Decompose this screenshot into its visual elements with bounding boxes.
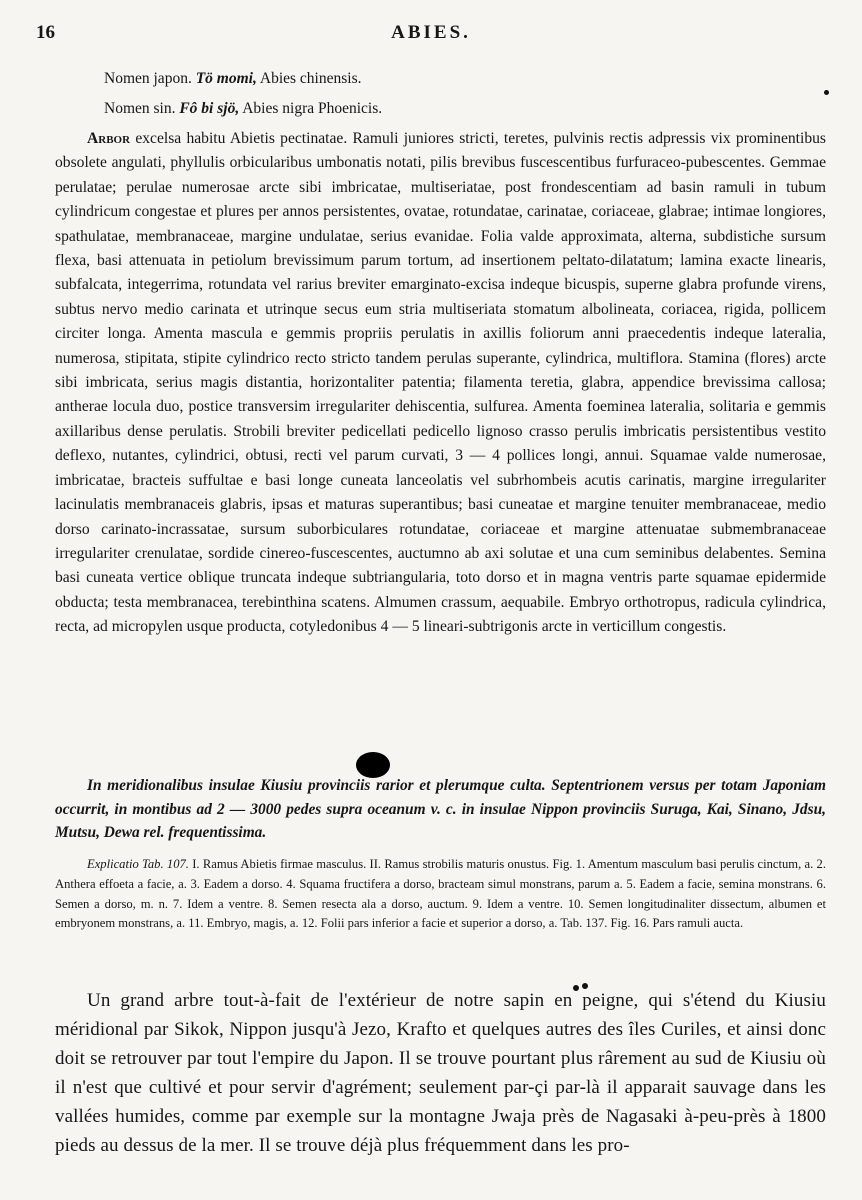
plate-explanation-label: Explicatio Tab. 107. <box>87 857 189 871</box>
japanese-name-latin: Abies chinensis. <box>259 70 362 87</box>
page-header <box>36 22 826 48</box>
distribution-paragraph: In meridionalibus insulae Kiusiu provinciis rarior et plerumque culta. Septentrionem versus per totam Japoniam occurrit, in montibus ad 2 — 3000 pedes supra oceanum v. c. in insulae Nippon provinciis Suruga, Kai, Sinano, Jdsu, Mutsu, Dewa rel. frequentissima. <box>55 777 826 842</box>
french-paragraph: Un grand arbre tout-à-fait de l'extérieur de notre sapin en peigne, qui s'étend du Kiusiu méridional par Sikok, Nippon jusqu'à Jezo, Krafto et quelques autres des îles Curiles, et ainsi donc doit se retrouver par tout l'empire du Japon. Il se trouve pourtant plus rârement au sud de Kiusiu où il n'est que cultivé et pour servir d'agrément; seulement par-çi par-là il apparait sauvage dans les vallées humides, comme par exemple sur la montagne Jwaja près de Nagasaki à-peu-près à 1800 pieds au dessus de la mer. Il se trouve déjà plus fréquemment dans les pro- <box>55 990 826 1156</box>
vernacular-names <box>104 64 382 124</box>
japanese-name-line <box>104 64 382 94</box>
description-paragraph <box>55 127 826 640</box>
latin-description <box>55 127 826 640</box>
plate-explanation-text: I. Ramus Abietis firmae masculus. II. Ramus strobilis maturis onustus. Fig. 1. Amentum masculum basi perulis cinctum, a. 2. Anthera effoeta a facie, a. 3. Eadem a dorso. 4. Squama fructifera a dorso, bracteam simul monstrans, parum a. 5. Eadem a facie, semina monstrans. 6. Semen a dorso, m. n. 7. Idem a ventre. 8. Semen resecta ala a dorso, auctum. 9. Idem a ventre. 10. Semen longitudinaliter dissectum, albumen et embryonem monstrans, a. 11. Embryo, magis, a. 12. Folii pars inferior a facie et superior a dorso, a. Tab. 137. Fig. 16. Pars ramuli aucta. <box>55 857 826 931</box>
japanese-name-label: Nomen japon. <box>104 70 192 87</box>
chinese-name-line <box>104 94 382 124</box>
ink-speck <box>824 90 829 95</box>
description-text: excelsa habitu Abietis pectinatae. Ramuli juniores stricti, teretes, pulvinis rectis adpressis vix prominentibus obsolete angulati, phyllulis orbicularibus umbonatis notati, pilis brevibus fuscescentibus furfuraceo-pubescentes. Gemmae perulatae; perulae numerosae arcte sibi imbricatae, multiseriatae, post frondescentiam ad basin ramuli in tubum cylindricum congestae et plures per annos persistentes, ovatae, rotundatae, carinatae, coriaceae, glabrae; intimae longiores, spathulatae, membranaceae, margine undulatae, serius evanidae. Folia valde approximata, alterna, subdistiche sursum flexa, basi attenuata in petiolum brevissimum parum tortum, ad insertionem peltato-dilatatum; lamina exacte linearis, subfalcata, integerrima, rotundata vel rarius breviter emarginato-excisa indeque bicuspis, superne glabra profunde virens, subtus nervo medio carinata et utrinque secus eum stria multiseriata stomatum albolineata, coriacea, rigida, pollicem circiter longa. Amenta mascula e gemmis propriis perulatis in axillis foliorum anni praecedentis indeque lateralia, numerosa, stipitata, stipite cylindrico recto stricto tandem perulas superante, cylindrica, multiflora. Stamina (flores) arcte sibi imbricata, serius magis distantia, horizontaliter patentia; filamenta teretia, glabra, appendice brevissima callosa; antherae locula duo, postice transversim irregulariter dehiscentia, sulfurea. Amenta foeminea lateralia, solitaria e gemmis axillaribus dense perulatis. Strobili breviter pedicellati pedicello lignoso crasso perulis imbricatis persistentibus vestito deflexo, nutantes, cylindrici, obtusi, recti vel parum curvati, 3 — 4 pollices longi, annui. Squamae valde numerosae, imbricatae, bracteis suffultae e basi longe cuneata lanceolatis vel subrhombeis acutis carinatis, margine irregulariter lacinulatis membranaceis glabris, ipsas et maturas superantibus; basi cuneatae et margine tenuiter membranaceae, medio dorso carinato-incrassatae, sursum suborbiculares rotundatae, coriaceae et margine attenuatae submembranaceae irregulariter crenulatae, sordide cinereo-fuscescentes, auctumno ab axi solutae et una cum seminibus delabentes. Semina basi cuneata vertice oblique truncata indeque subtriangularia, toto dorso et in magna ventris parte squamae epidermide obducta; testa membranacea, terebinthina scatens. Almumen crassum, aequabile. Embryo orthotropus, radicula cylindrica, recta, ad micropylen usque producta, cotyledonibus 4 — 5 lineari-subtrigonis arcte in verticillum congestis. <box>55 130 826 636</box>
plate-explanation <box>55 855 826 934</box>
japanese-name-value: Tö momi, <box>195 70 257 87</box>
chinese-name-label: Nomen sin. <box>104 100 176 117</box>
chinese-name-latin: Abies nigra Phoenicis. <box>242 100 383 117</box>
arbor-label: Arbor <box>87 130 131 147</box>
running-title: ABIES. <box>391 22 471 43</box>
page-number: 16 <box>36 22 55 43</box>
chinese-name-value: Fô bi sjö, <box>179 100 240 117</box>
